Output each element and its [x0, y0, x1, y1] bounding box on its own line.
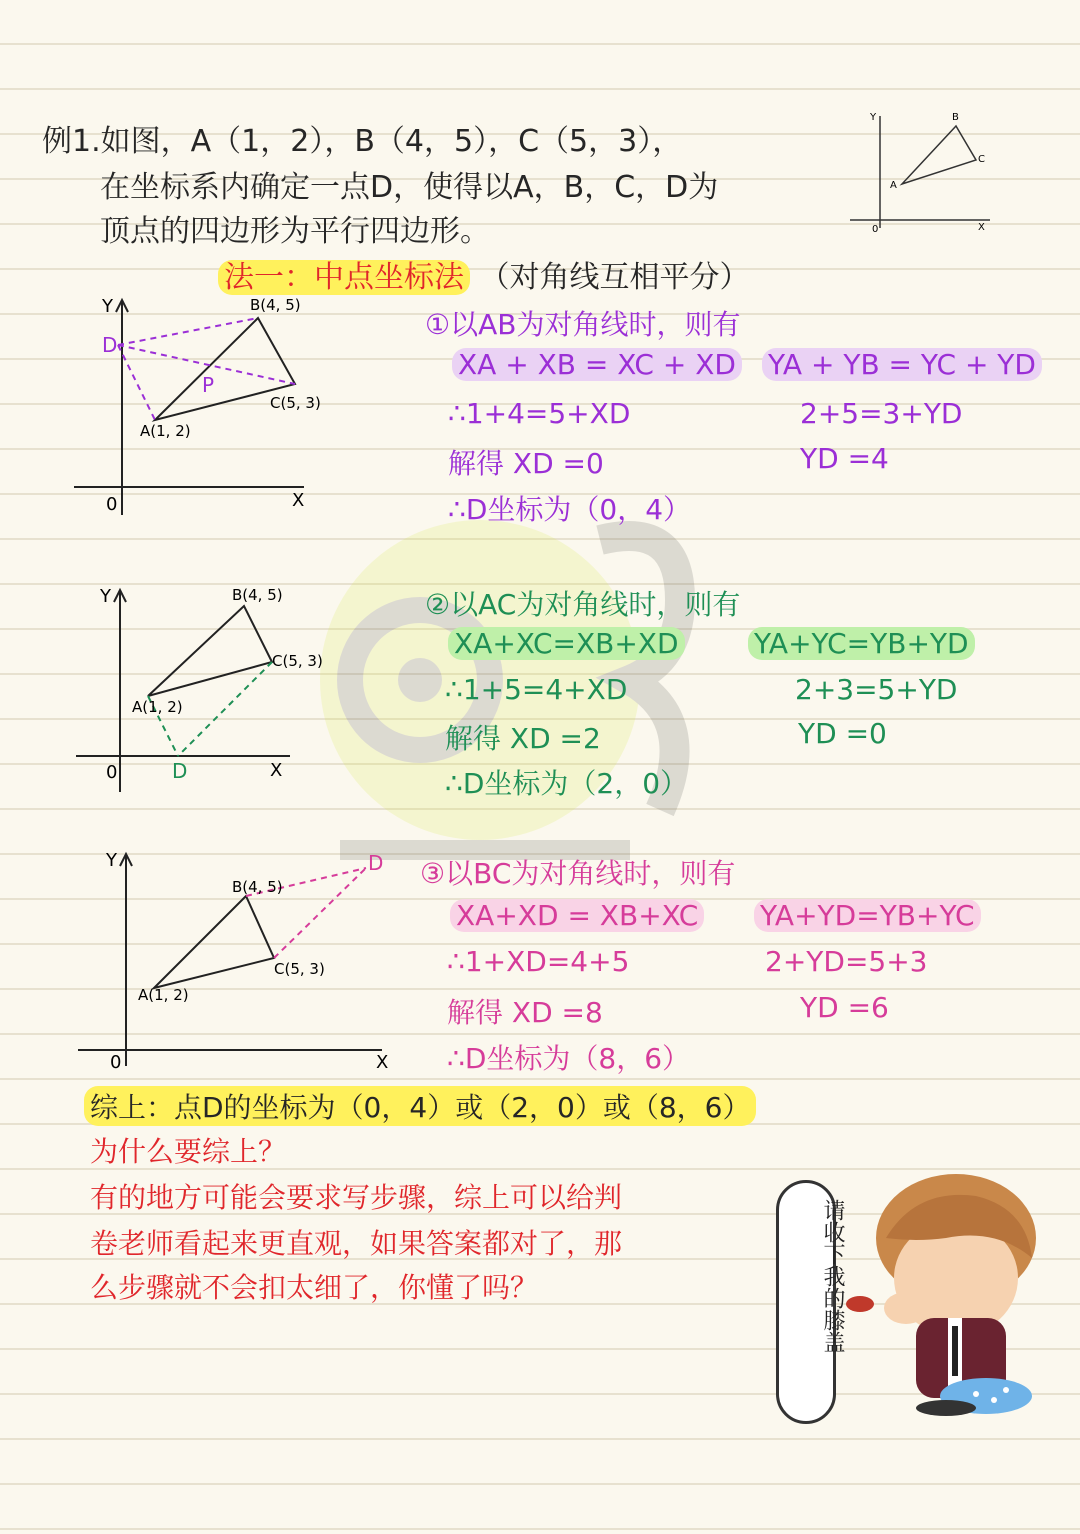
case3-eq-y: YA+YD=YB+YC — [754, 899, 981, 932]
case2-solve-x: 解得 XD =2 — [445, 722, 601, 755]
case1-graph — [60, 290, 330, 520]
thumbnail-graph — [850, 108, 1000, 240]
case2-calc-x: ∴1+5=4+XD — [445, 673, 628, 706]
case1-result: ∴D坐标为（0，4） — [448, 493, 692, 526]
method-note: （对角线互相平分） — [479, 260, 750, 295]
case1-point-b: B(4, 5) — [250, 296, 301, 314]
case3-eq-x: XA+XD = XB+XC — [450, 899, 704, 932]
thumb-y-label: Y — [870, 112, 877, 123]
case1-calc-y: 2+5=3+YD — [800, 397, 963, 430]
case2-graph — [60, 580, 330, 795]
case1-solve-x: 解得 XD =0 — [448, 447, 604, 480]
case2-calc-y: 2+3=5+YD — [795, 673, 958, 706]
case2-heading: ②以AC为对角线时，则有 — [425, 588, 741, 621]
summary-answer-line-3: 么步骤就不会扣太细了，你懂了吗？ — [90, 1271, 539, 1304]
thumb-point-a: A — [890, 180, 897, 191]
case1-point-a: A(1, 2) — [140, 422, 191, 440]
case1-eq-y: YA + YB = YC + YD — [762, 348, 1042, 381]
case1-solve-y: YD =4 — [800, 442, 889, 475]
cartoon-character — [836, 1168, 1046, 1420]
case3-calc-y: 2+YD=5+3 — [765, 945, 928, 978]
case3-solve-y: YD =6 — [800, 991, 889, 1024]
case1-x-label: X — [292, 490, 305, 511]
case3-result: ∴D坐标为（8，6） — [447, 1042, 691, 1075]
thumb-x-label: X — [978, 222, 985, 233]
case3-x-label: X — [376, 1052, 389, 1070]
problem-line-2: 在坐标系内确定一点D，使得以A，B，C，D为 — [100, 170, 719, 205]
case3-point-d: D — [368, 851, 384, 875]
case2-point-a: A(1, 2) — [132, 698, 183, 716]
case1-y-label: Y — [102, 296, 113, 317]
summary-question: 为什么要综上？ — [90, 1135, 287, 1168]
case2-x-label: X — [270, 760, 283, 781]
case3-point-c: C(5, 3) — [274, 960, 325, 978]
case2-eq-x: XA+XC=XB+XD — [448, 627, 685, 660]
case3-graph — [70, 848, 400, 1070]
case2-solve-y: YD =0 — [798, 717, 887, 750]
case3-point-b: B(4, 5) — [232, 878, 283, 896]
case1-calc-x: ∴1+4=5+XD — [448, 397, 631, 430]
case2-point-d: D — [172, 759, 188, 783]
case1-point-p: P — [202, 373, 215, 397]
case2-origin-label: 0 — [106, 762, 118, 783]
summary-answer-line-1: 有的地方可能会要求写步骤，综上可以给判 — [90, 1181, 623, 1214]
summary-answer-line-2: 卷老师看起来更直观，如果答案都对了，那 — [90, 1227, 623, 1260]
method-title: 法一：中点坐标法 — [218, 260, 470, 295]
case3-heading: ③以BC为对角线时，则有 — [420, 857, 736, 890]
case1-heading: ①以AB为对角线时，则有 — [425, 308, 741, 341]
case2-y-label: Y — [100, 586, 111, 607]
thumb-point-c: C — [978, 154, 985, 165]
thumb-point-b: B — [952, 112, 959, 123]
speech-bubble — [776, 1180, 845, 1424]
case3-point-a: A(1, 2) — [138, 986, 189, 1004]
problem-line-3: 顶点的四边形为平行四边形。 — [100, 214, 490, 249]
summary-text: 综上：点D的坐标为（0，4）或（2，0）或（8，6） — [84, 1086, 756, 1126]
speech-bubble-text: 请收下我的膝盖 — [820, 1199, 845, 1353]
case2-eq-y: YA+YC=YB+YD — [748, 627, 975, 660]
case3-origin-label: 0 — [110, 1052, 122, 1070]
case3-solve-x: 解得 XD =8 — [447, 996, 603, 1029]
case3-calc-x: ∴1+XD=4+5 — [447, 945, 630, 978]
case3-y-label: Y — [106, 850, 117, 871]
case1-origin-label: 0 — [106, 494, 118, 515]
case1-point-d: D — [102, 333, 118, 357]
problem-line-1: 例1.如图，A（1，2），B（4，5），C（5，3）， — [42, 124, 683, 159]
thumb-origin-label: 0 — [872, 224, 879, 235]
case2-point-c: C(5, 3) — [272, 652, 323, 670]
case2-point-b: B(4, 5) — [232, 586, 283, 604]
case1-eq-x: XA + XB = XC + XD — [452, 348, 742, 381]
case1-point-c: C(5, 3) — [270, 394, 321, 412]
case2-result: ∴D坐标为（2，0） — [445, 767, 689, 800]
